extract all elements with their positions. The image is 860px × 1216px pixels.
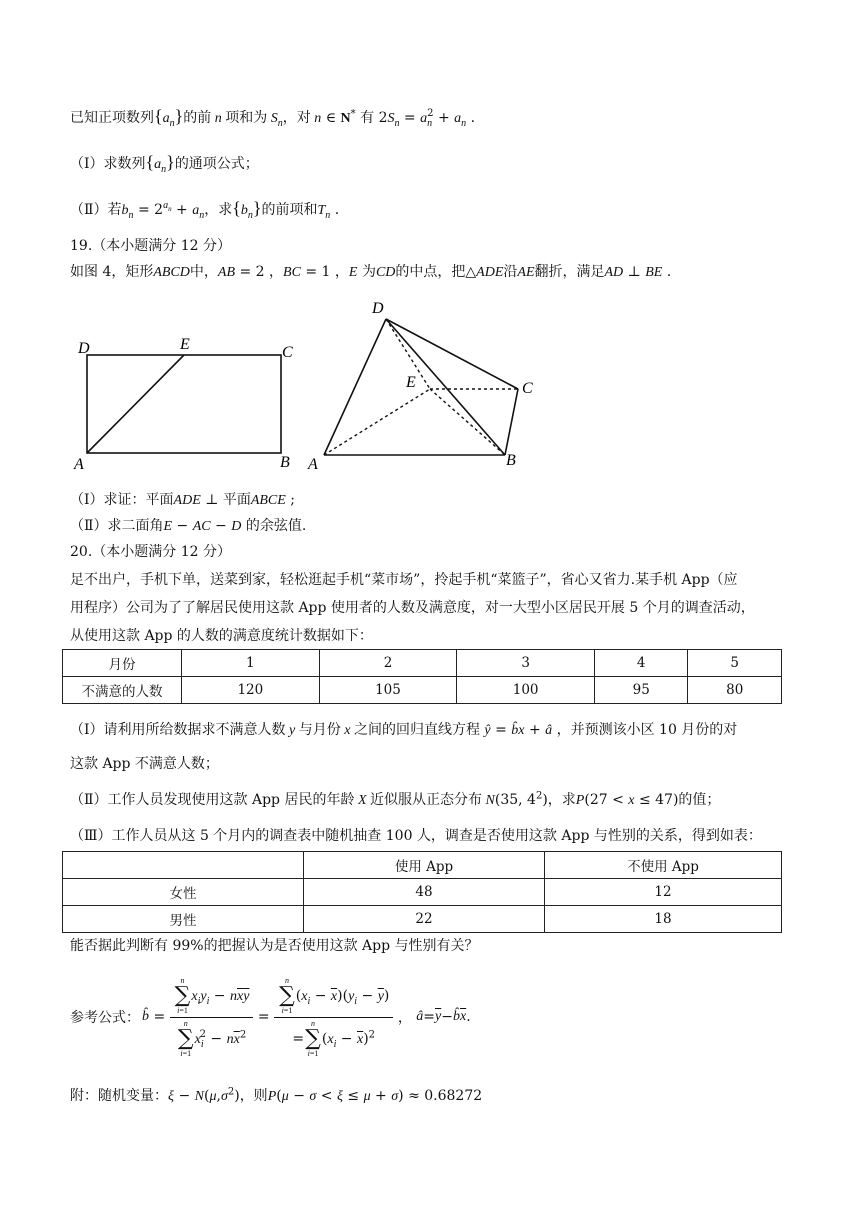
q20-intro-2: 用程序）公司为了了解居民使用这款 App 使用者的人数及满意度，对一大型小区居民开展 5 个月的调查活动， xyxy=(70,600,755,616)
cell: 100 xyxy=(457,677,595,704)
label-A: A xyxy=(308,456,318,473)
q20-header: 20.（本小题满分 12 分） xyxy=(70,544,231,560)
header-cell: 使用 App xyxy=(304,852,545,879)
reference-formula: 参考公式： b̂ = n ∑ i=1 $x_iy_i - n\overline{x}\overline{y}$ n ∑ i=1 $x_i^2 - n\overline{x}^2$ = n ∑ i=1 $(x_i - \overline{x})(y_i - \overline{y})$ = n ∑ i=1 $(x_i - \overline{x})^2$ ， â = $\overline{y}$ − b̂ $\overline{x}$ . xyxy=(70,975,471,1058)
q19-part1: （Ⅰ）求证：平面ADE ⊥ 平面ABCE ; xyxy=(70,492,295,508)
cell: 80 xyxy=(688,677,782,704)
satisfaction-table xyxy=(62,649,782,704)
q20-attachment: 附：随机变量：$\xi - N(\mu,\sigma^2)$，则P(μ − σ < ξ ≤ μ + σ) ≈ 0.68272 xyxy=(70,1086,483,1104)
label-E: E xyxy=(406,374,416,391)
table-row xyxy=(63,906,782,933)
row-label: 男性 xyxy=(63,906,304,933)
cell: 5 xyxy=(688,650,782,677)
row-label: 月份 xyxy=(63,650,182,677)
table-row xyxy=(63,650,782,677)
cell: 95 xyxy=(594,677,687,704)
q20-part1-cont: 这款 App 不满意人数； xyxy=(70,756,219,772)
header-cell xyxy=(63,852,304,879)
label-B: B xyxy=(506,452,516,469)
label-D: D xyxy=(372,300,384,317)
cell: 12 xyxy=(545,879,782,906)
q18-part2: （Ⅱ）若$b_n = 2^{a_n} + a_n$，求$\{b_n\}$的前项和$T_n$ . xyxy=(70,198,340,221)
q19-header: 19.（本小题满分 12 分） xyxy=(70,238,231,254)
cell: 4 xyxy=(594,650,687,677)
table-row xyxy=(63,677,782,704)
label-C: C xyxy=(282,344,293,361)
cell: 105 xyxy=(319,677,457,704)
q20-part2: （Ⅱ）工作人员发现使用这款 App 居民的年龄 X 近似服从正态分布 N(35, $4^2$)，求P(27 < x ≤ 47)的值； xyxy=(70,790,721,808)
q20-part3: （Ⅲ）工作人员从这 5 个月内的调查表中随机抽查 100 人，调查是否使用这款 App 与性别的关系，得到如表： xyxy=(70,828,762,844)
row-label: 女性 xyxy=(63,879,304,906)
q19-part2: （Ⅱ）求二面角E − AC − D 的余弦值. xyxy=(70,518,307,534)
cell: 2 xyxy=(319,650,457,677)
q20-intro-3: 从使用这款 App 的人数的满意度统计数据如下： xyxy=(70,628,373,644)
q18-part1: （Ⅰ）求数列$\{a_n\}$的通项公式； xyxy=(70,152,259,175)
q20-conclusion: 能否据此判断有 99%的把握认为是否使用这款 App 与性别有关？ xyxy=(70,938,479,954)
pyramid-figure xyxy=(300,295,550,475)
q18-stem: 已知正项数列$\{a_n\}$的前 n 项和为 $S_n$，对 n ∈ N* 有 $2S_n = a_n^2 + a_n$ . xyxy=(70,106,476,129)
q19-stem: 如图 4，矩形ABCD中，AB = 2 ，BC = 1 ，E 为CD的中点，把△ADE沿AE翻折，满足AD ⊥ BE . xyxy=(70,264,672,280)
cell: 22 xyxy=(304,906,545,933)
label-C: C xyxy=(522,380,533,397)
q20-part1: （Ⅰ）请利用所给数据求不满意人数 y 与月份 x 之间的回归直线方程 ŷ = b̂x + â ，并预测该小区 10 月份的对 xyxy=(70,722,738,738)
rectangle-figure xyxy=(70,335,310,475)
table-row xyxy=(63,852,782,879)
cell: 120 xyxy=(182,677,320,704)
row-label: 不满意的人数 xyxy=(63,677,182,704)
header-cell: 不使用 App xyxy=(545,852,782,879)
cell: 3 xyxy=(457,650,595,677)
label-E: E xyxy=(180,336,190,353)
gender-table xyxy=(62,851,782,933)
cell: 1 xyxy=(182,650,320,677)
table-row xyxy=(63,879,782,906)
cell: 48 xyxy=(304,879,545,906)
label-A: A xyxy=(74,456,84,473)
label-B: B xyxy=(280,454,290,471)
q20-intro-1: 足不出户，手机下单，送菜到家，轻松逛起手机“菜市场”，拎起手机“菜篮子”，省心又省力.某手机 App（应 xyxy=(70,572,738,588)
cell: 18 xyxy=(545,906,782,933)
label-D: D xyxy=(78,340,90,357)
